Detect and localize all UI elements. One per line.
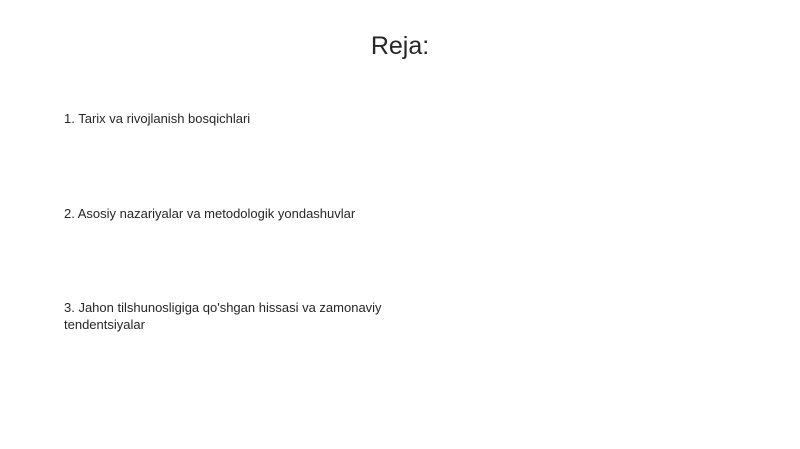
plan-item-1: 1. Tarix va rivojlanish bosqichlari bbox=[64, 111, 251, 126]
slide-title: Reja: bbox=[370, 32, 430, 60]
plan-item-3: 3. Jahon tilshunosligiga qo'shgan hissasi va zamonaviy tendentsiyalar bbox=[64, 300, 382, 332]
plan-item-2: 2. Asosiy nazariyalar va metodologik yondashuvlar bbox=[64, 206, 356, 221]
